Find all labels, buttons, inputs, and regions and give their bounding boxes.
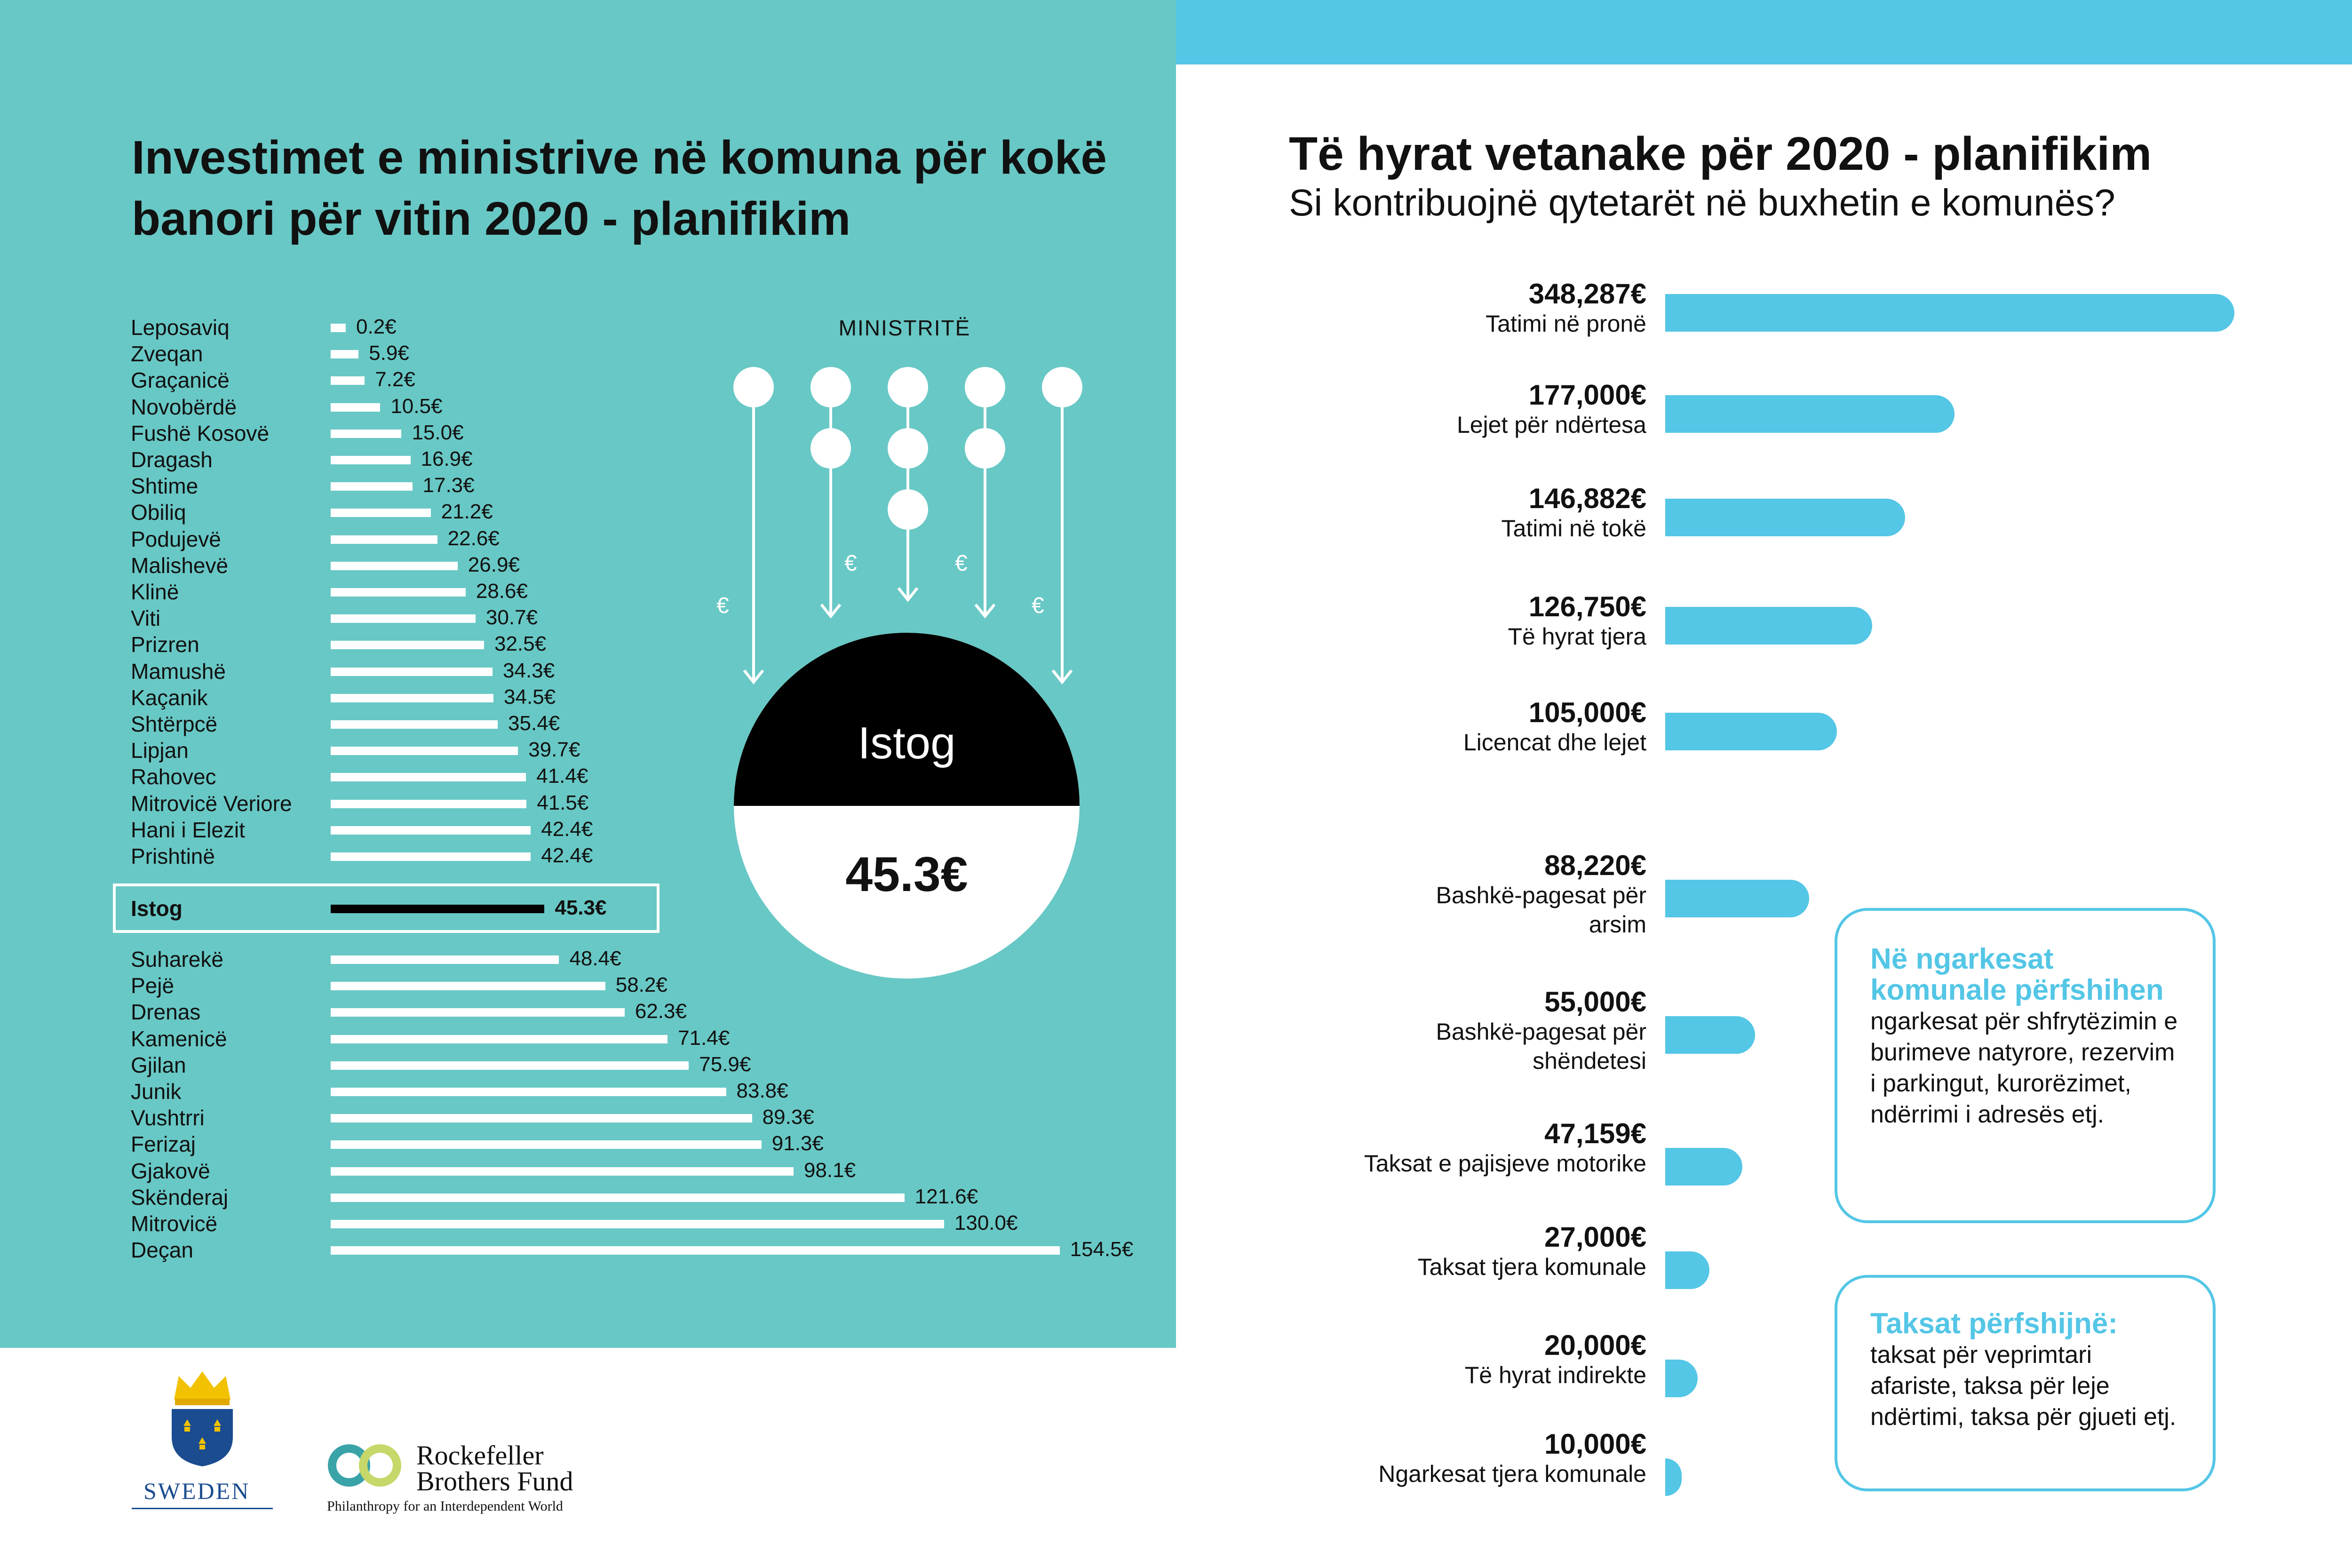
- municipality-bar: [331, 430, 401, 438]
- municipality-label: Lipjan: [131, 738, 189, 763]
- municipality-bar: [331, 509, 431, 517]
- revenue-label: Bashkë-pagesat për shëndetesi: [1436, 1019, 1646, 1074]
- municipality-bar: [331, 955, 559, 964]
- municipality-label: Gjakovë: [131, 1158, 210, 1183]
- municipality-value: 26.9€: [468, 553, 520, 576]
- municipality-bar: [331, 456, 411, 464]
- municipality-value: 42.4€: [541, 844, 593, 867]
- sweden-crest-icon: [165, 1367, 240, 1468]
- highlight-circle-name: Istog: [858, 718, 956, 768]
- revenue-label: Tatimi në tokë: [1501, 515, 1646, 541]
- municipality-label: Leposaviq: [131, 315, 230, 340]
- municipality-value: 58.2€: [615, 973, 667, 997]
- municipality-bar: [331, 668, 493, 676]
- municipality-label: Kamenicë: [131, 1026, 227, 1051]
- municipality-label: Skënderaj: [131, 1185, 229, 1210]
- highlight-circle-value: 45.3€: [845, 847, 968, 902]
- revenue-label: Tatimi në pronë: [1486, 310, 1646, 337]
- ministry-circle: [888, 428, 928, 469]
- revenue-bar: [1665, 395, 1955, 433]
- municipality-value: 45.3€: [555, 896, 607, 919]
- left-chart-title: Investimet e ministrive në komuna për kokë banori për vitin 2020 - planifikim: [132, 131, 1107, 245]
- revenue-bar: [1665, 1360, 1698, 1397]
- municipality-bar: [331, 694, 493, 702]
- right-chart-title: Të hyrat vetanake për 2020 - planifikim: [1289, 127, 2152, 180]
- municipality-label: Viti: [131, 606, 161, 631]
- revenue-bar: [1665, 1458, 1682, 1496]
- municipality-value: 130.0€: [954, 1211, 1018, 1234]
- highlight-box: [113, 883, 660, 933]
- municipality-bar: [331, 1061, 689, 1070]
- municipality-value: 22.6€: [447, 526, 500, 550]
- municipality-label: Fushë Kosovë: [131, 421, 270, 446]
- municipality-value: 91.3€: [771, 1132, 824, 1155]
- municipality-label: Istog: [131, 896, 183, 921]
- euro-sign: €: [955, 551, 968, 576]
- municipality-label: Gjilan: [131, 1052, 186, 1077]
- revenue-bar: [1665, 880, 1809, 917]
- municipality-value: 16.9€: [421, 447, 473, 470]
- municipality-value: 30.7€: [485, 606, 538, 629]
- right-chart-subtitle: Si kontribuojnë qytetarët në buxhetin e komunës?: [1289, 182, 2115, 223]
- municipality-value: 75.9€: [699, 1052, 751, 1076]
- municipality-value: 154.5€: [1070, 1238, 1134, 1261]
- revenue-bar: [1665, 499, 1905, 536]
- municipality-value: 98.1€: [803, 1158, 856, 1182]
- municipality-bar: [331, 773, 526, 781]
- municipality-bar: [331, 324, 346, 332]
- revenue-label: Lejet për ndërtesa: [1456, 412, 1646, 438]
- municipality-value: 15.0€: [412, 421, 464, 444]
- municipality-value: 39.7€: [528, 738, 580, 762]
- municipality-label: Vushtrri: [131, 1106, 205, 1130]
- revenue-value: 10,000€: [1544, 1428, 1646, 1460]
- municipality-value: 71.4€: [678, 1026, 730, 1050]
- revenue-label: Taksat tjera komunale: [1417, 1254, 1646, 1280]
- revenue-value: 177,000€: [1528, 379, 1646, 411]
- municipality-label: Mitrovicë: [131, 1211, 218, 1236]
- municipality-label: Hani i Elezit: [131, 817, 245, 842]
- ministry-circle: [733, 367, 774, 407]
- municipality-label: Zveqan: [131, 342, 203, 366]
- municipality-bar: [331, 1088, 726, 1096]
- revenue-bar: [1665, 1251, 1709, 1289]
- revenue-label: Licencat dhe lejet: [1463, 729, 1646, 756]
- revenue-value: 27,000€: [1544, 1221, 1646, 1253]
- municipality-bar: [331, 982, 605, 990]
- sweden-logo-underline: [132, 1508, 273, 1509]
- revenue-value: 20,000€: [1544, 1329, 1646, 1361]
- revenue-bar: [1665, 1016, 1755, 1054]
- revenue-value: 88,220€: [1544, 850, 1646, 881]
- revenue-value: 348,287€: [1528, 278, 1646, 310]
- municipality-bar: [331, 1035, 667, 1043]
- info-box-charges-text: ngarkesat për shfrytëzimin e burimeve natyrore, rezervim i parkingut, kurorëzimet, ndërrimi i adresës etj.: [1870, 1008, 2178, 1128]
- info-box-charges-heading: Në ngarkesat komunale përfshihen: [1870, 943, 2164, 1006]
- municipality-label: Drenas: [131, 1000, 201, 1025]
- sweden-logo-text: SWEDEN: [143, 1478, 250, 1504]
- municipality-bar: [331, 800, 526, 808]
- revenue-label: Të hyrat tjera: [1508, 623, 1646, 650]
- municipality-bar: [331, 1246, 1060, 1255]
- municipality-value: 42.4€: [541, 817, 593, 841]
- rbf-name-line2: Brothers Fund: [416, 1466, 573, 1496]
- municipality-label: Suharekë: [131, 947, 223, 971]
- ministries-label: MINISTRITË: [838, 316, 971, 340]
- municipality-bar: [331, 1220, 944, 1228]
- revenue-label: Taksat e pajisjeve motorike: [1364, 1150, 1646, 1177]
- revenue-bar: [1665, 1148, 1742, 1186]
- municipality-label: Shtime: [131, 474, 199, 499]
- municipality-value: 121.6€: [914, 1185, 978, 1208]
- municipality-label: Graçanicë: [131, 368, 230, 393]
- ministry-circle: [1042, 367, 1082, 407]
- revenue-bar: [1665, 713, 1837, 750]
- municipality-label: Novobërdë: [131, 394, 237, 419]
- ministry-circle: [810, 428, 851, 469]
- municipality-bar: [331, 588, 466, 597]
- municipality-value: 17.3€: [422, 474, 475, 497]
- municipality-value: 89.3€: [762, 1106, 814, 1129]
- municipality-bar: [331, 1194, 905, 1202]
- euro-sign: €: [716, 593, 729, 618]
- municipality-bar: [331, 1167, 794, 1176]
- revenue-value: 146,882€: [1528, 483, 1646, 514]
- municipality-label: Junik: [131, 1079, 182, 1104]
- municipality-label: Pejë: [131, 973, 175, 998]
- ministry-circle: [965, 428, 1005, 469]
- revenue-value: 126,750€: [1528, 591, 1646, 622]
- municipality-label: Shtërpcë: [131, 712, 218, 736]
- revenue-value: 47,159€: [1544, 1118, 1646, 1149]
- municipality-bar: [331, 1114, 752, 1122]
- municipality-bar: [331, 350, 358, 358]
- revenue-label: Ngarkesat tjera komunale: [1378, 1461, 1646, 1487]
- municipality-label: Mitrovicë Veriore: [131, 791, 292, 816]
- highlight-circle: [734, 633, 1080, 979]
- municipality-value: 83.8€: [736, 1079, 788, 1102]
- municipality-bar: [331, 535, 437, 544]
- top-accent-bar: [1176, 0, 2352, 64]
- municipality-bar: [331, 826, 531, 835]
- municipality-label: Obiliq: [131, 500, 186, 525]
- municipality-value: 7.2€: [375, 368, 415, 391]
- municipality-value: 41.5€: [537, 791, 589, 814]
- revenue-value: 55,000€: [1544, 986, 1646, 1018]
- municipality-value: 34.5€: [504, 685, 556, 708]
- municipality-label: Klinë: [131, 580, 179, 604]
- municipality-label: Dragash: [131, 447, 213, 472]
- euro-sign: €: [1032, 593, 1044, 618]
- municipality-label: Kaçanik: [131, 685, 208, 710]
- municipality-bar: [331, 747, 518, 755]
- municipality-label: Prizren: [131, 632, 199, 657]
- revenue-label: Bashkë-pagesat për arsim: [1436, 882, 1646, 938]
- municipality-label: Rahovec: [131, 764, 216, 789]
- municipality-bar: [331, 482, 413, 491]
- euro-sign: €: [844, 551, 857, 576]
- revenue-value: 105,000€: [1528, 697, 1646, 728]
- municipality-label: Mamushë: [131, 659, 226, 684]
- municipality-value: 21.2€: [441, 500, 493, 524]
- municipality-bar: [331, 1008, 625, 1017]
- municipality-bar: [331, 641, 484, 649]
- municipality-bar: [331, 562, 458, 570]
- municipality-label: Malishevë: [131, 553, 229, 578]
- municipality-value: 10.5€: [390, 394, 443, 418]
- revenue-bar: [1665, 607, 1872, 645]
- municipality-value: 35.4€: [508, 712, 560, 735]
- revenue-label: Të hyrat indirekte: [1464, 1362, 1646, 1388]
- ministry-circle: [888, 367, 928, 407]
- municipality-value: 32.5€: [494, 632, 547, 656]
- municipality-bar: [331, 720, 498, 729]
- municipality-bar: [331, 1140, 762, 1149]
- municipality-bar: [331, 376, 365, 385]
- municipality-label: Deçan: [131, 1238, 193, 1263]
- rbf-tagline: Philanthropy for an Interdependent World: [327, 1498, 563, 1514]
- info-box-taxes-text: taksat për veprimtari afariste, taksa për leje ndërtimi, taksa për gjueti etj.: [1870, 1341, 2177, 1431]
- municipality-value: 34.3€: [503, 659, 555, 682]
- municipality-label: Podujevë: [131, 526, 221, 551]
- municipality-value: 62.3€: [635, 1000, 687, 1023]
- info-box-taxes: [1835, 1275, 2216, 1491]
- municipality-value: 41.4€: [536, 764, 588, 788]
- rbf-logo-icon: [325, 1440, 405, 1491]
- municipality-value: 48.4€: [569, 947, 621, 970]
- municipality-value: 28.6€: [476, 580, 528, 603]
- rbf-name-line1: Rockefeller: [416, 1440, 544, 1471]
- municipality-label: Prishtinë: [131, 844, 215, 868]
- ministry-circle: [810, 367, 851, 407]
- ministry-circle: [965, 367, 1005, 407]
- ministry-circle: [888, 489, 928, 530]
- municipality-bar: [331, 403, 380, 412]
- municipality-bar: [331, 614, 476, 623]
- info-box-taxes-heading: Taksat përfshijnë:: [1870, 1307, 2118, 1340]
- municipality-bar: [331, 852, 531, 861]
- revenue-bar: [1665, 294, 2234, 332]
- municipality-label: Ferizaj: [131, 1132, 196, 1157]
- municipality-value: 0.2€: [356, 315, 397, 338]
- info-box-charges: [1835, 908, 2216, 1223]
- municipality-value: 5.9€: [369, 342, 409, 365]
